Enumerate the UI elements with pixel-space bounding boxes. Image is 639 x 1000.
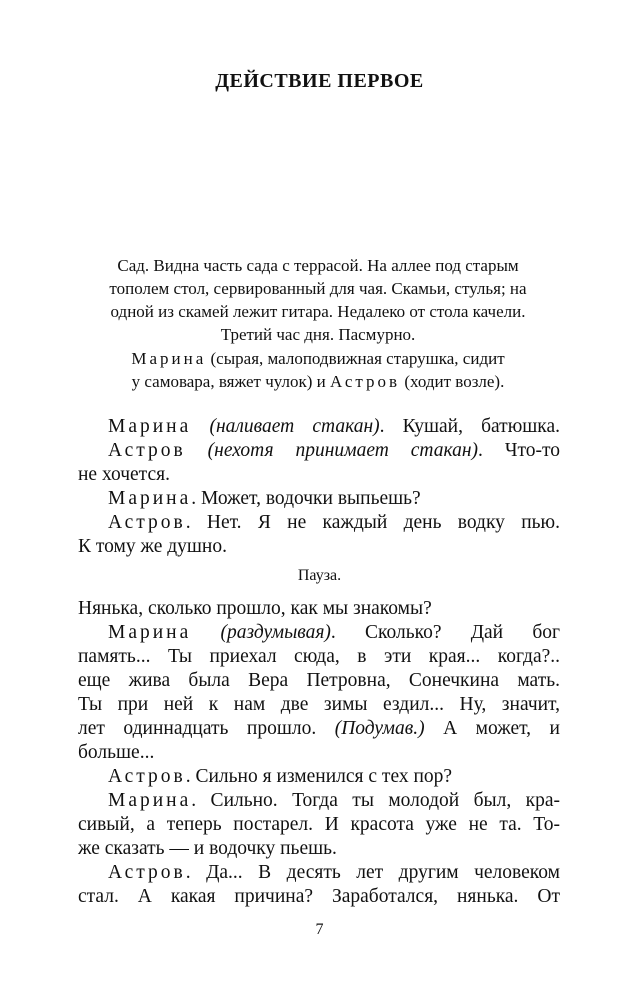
act-title: ДЕЙСТВИЕ ПЕРВОЕ bbox=[215, 70, 424, 92]
setting-line: Сад. Видна часть сада с террасой. На аллее под старым bbox=[117, 256, 519, 275]
dialogue-line bbox=[78, 439, 560, 487]
character-name: Марина bbox=[131, 349, 207, 368]
speaker: Астров bbox=[108, 862, 186, 883]
speaker: Марина bbox=[108, 416, 192, 437]
speech: Нянька, сколько прошло, как мы знакомы? bbox=[78, 598, 432, 619]
dialogue-line bbox=[78, 861, 560, 909]
speech: память... Ты приехал сюда, в эти края... когда?.. bbox=[78, 646, 560, 667]
speech: же сказать — и водочку пьешь. bbox=[78, 838, 337, 859]
cast-text: (ходит возле). bbox=[400, 372, 505, 391]
dialogue-block-1 bbox=[78, 415, 560, 559]
speech: лет одиннадцать прошло. bbox=[78, 718, 335, 739]
speech: . Да... В десять лет другим человеком bbox=[185, 862, 560, 883]
speech: . Сильно. Тогда ты молодой был, кра- bbox=[191, 790, 560, 811]
speech: . Кушай, батюшка. bbox=[379, 416, 561, 437]
dialogue-line bbox=[78, 789, 560, 861]
dialogue-line bbox=[78, 621, 560, 765]
dialogue-block-2 bbox=[78, 597, 560, 909]
speaker: Астров bbox=[108, 440, 186, 461]
dialogue-line bbox=[78, 415, 560, 439]
speech: больше... bbox=[78, 742, 155, 763]
dialogue-line bbox=[78, 487, 560, 511]
speaker: Марина bbox=[108, 622, 192, 643]
speaker: Астров bbox=[108, 512, 186, 533]
speech: . Что-то bbox=[478, 440, 561, 461]
speech: . Сильно я изменился с тех пор? bbox=[185, 766, 453, 787]
cast-description bbox=[78, 347, 558, 393]
dialogue-line bbox=[78, 765, 560, 789]
speech: . Может, водочки выпьешь? bbox=[191, 488, 421, 509]
speaker: Астров bbox=[108, 766, 186, 787]
dialogue-line bbox=[78, 597, 560, 621]
speech: . Сколько? Дай бог bbox=[330, 622, 560, 643]
cast-line bbox=[78, 370, 558, 393]
stage-pause: Пауза. bbox=[297, 567, 342, 584]
stage-direction: (нехотя принимает стакан) bbox=[207, 440, 479, 461]
speaker: Марина bbox=[108, 790, 192, 811]
setting-line: тополем стол, сервированный для чая. Скамьи, стулья; на bbox=[109, 279, 527, 298]
character-name: Астров bbox=[330, 372, 401, 391]
speech: не хочется. bbox=[78, 464, 170, 485]
speech: А может, и bbox=[424, 718, 560, 739]
page-number: 7 bbox=[315, 921, 324, 938]
speech: стал. А какая причина? Заработался, нянька. От bbox=[78, 886, 560, 907]
stage-setting bbox=[78, 254, 558, 346]
stage-direction: (раздумывая) bbox=[220, 622, 331, 643]
stage-direction: (наливает стакан) bbox=[209, 416, 380, 437]
setting-line: одной из скамей лежит гитара. Недалеко от стола качели. bbox=[110, 302, 526, 321]
stage-direction: (Подумав.) bbox=[334, 718, 425, 739]
speaker: Марина bbox=[108, 488, 192, 509]
speech: еще жива была Вера Петровна, Сонечкина мать. bbox=[78, 670, 560, 691]
speech: Ты при ней к нам две зимы ездил... Ну, значит, bbox=[78, 694, 560, 715]
speech: сивый, а теперь постарел. И красота уже не та. То- bbox=[78, 814, 560, 835]
cast-line bbox=[78, 347, 558, 370]
dialogue-line bbox=[78, 511, 560, 559]
cast-text: (сырая, малоподвижная старушка, сидит bbox=[206, 349, 505, 368]
cast-text: у самовара, вяжет чулок) и bbox=[131, 372, 331, 391]
speech: К тому же душно. bbox=[78, 536, 227, 557]
speech: . Нет. Я не каждый день водку пью. bbox=[185, 512, 560, 533]
setting-line: Третий час дня. Пасмурно. bbox=[220, 325, 416, 344]
